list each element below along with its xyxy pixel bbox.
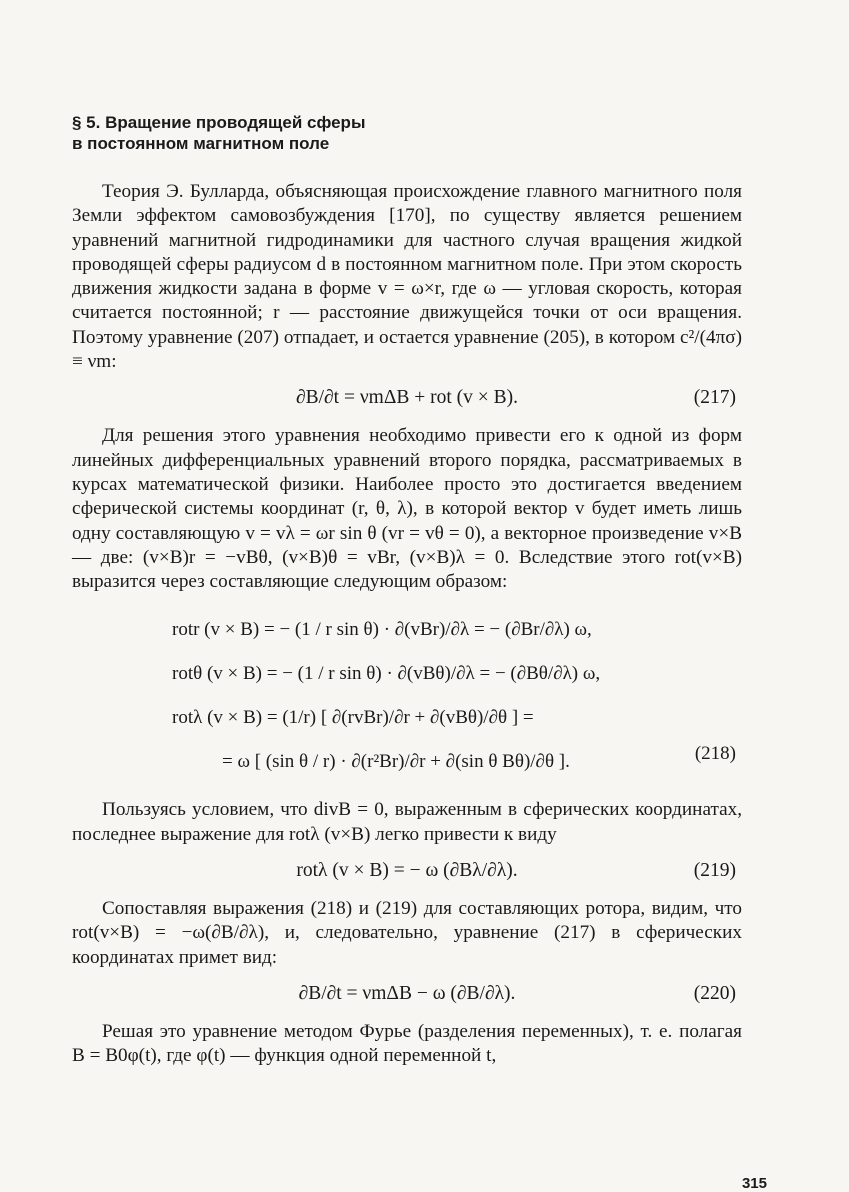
equation-217-number: (217) <box>693 387 736 409</box>
paragraph-2: Для решения этого уравнения необходимо привести его к одной из форм линейных дифференциальных уравнений второго порядка, рассматриваемых в курсах математической физики. Наиболее просто это достигается введением сферической системы координат (r, θ, λ), в которой вектор v будет иметь лишь одну составляющую v = vλ = ωr sin θ (vr = vθ = 0), а векторное произведение v×B — две: (v×B)r = −vBθ, (v×B)θ = vBr, (v×B)λ = 0. Вследствие этого rot(v×B) выразится через составляющие следующим образом: <box>72 425 742 593</box>
page-number: 315 <box>741 1175 767 1192</box>
equation-220 <box>72 982 742 1006</box>
equation-219 <box>72 859 742 883</box>
equation-219-number: (219) <box>693 860 736 882</box>
section-heading <box>72 112 742 154</box>
heading-line-2: в постоянном магнитном поле <box>72 134 330 153</box>
equation-218-line-3: rotλ (v × B) = (1/r) [ ∂(rvBr)/∂r + ∂(vBθ)/∂θ ] = <box>172 707 534 729</box>
equation-220-number: (220) <box>693 982 736 1004</box>
equation-218-line-1: rotr (v × B) = − (1 / r sin θ) · ∂(vBr)/∂λ = − (∂Br/∂λ) ω, <box>172 619 592 641</box>
paragraph-5: Решая это уравнение методом Фурье (разделения переменных), т. е. полагая B = B0φ(t), где φ(t) — функция одной переменной t, <box>72 1020 742 1067</box>
equation-218-line-2: rotθ (v × B) = − (1 / r sin θ) · ∂(vBθ)/∂λ = − (∂Bθ/∂λ) ω, <box>172 663 601 685</box>
paragraph-3: Пользуясь условием, что divB = 0, выраженным в сферических координатах, последнее выражение для rotλ (v×B) легко привести к виду <box>72 799 742 845</box>
equation-218-line-4: = ω [ (sin θ / r) · ∂(r²Br)/∂r + ∂(sin θ Bθ)/∂θ ]. <box>222 751 570 773</box>
equation-217 <box>72 386 742 410</box>
paragraph-1: Теория Э. Булларда, объясняющая происхождение главного магнитного поля Земли эффектом самовозбуждения [170], по существу является решением уравнений магнитной гидродинамики для частного случая вращения жидкой проводящей сферы радиусом d в постоянном магнитном поле. При этом скорость движения жидкости задана в форме v = ω×r, где ω — угловая скорость, которая считается постоянной; r — расстояние движущейся точки от оси вращения. Поэтому уравнение (207) отпадает, и остается уравнение (205), в котором c²/(4πσ) ≡ νm: <box>72 181 742 373</box>
paragraph-4: Сопоставляя выражения (218) и (219) для составляющих ротора, видим, что rot(v×B) = −ω(∂B/∂λ), и, следовательно, уравнение (217) в сферических координатах примет вид: <box>72 898 742 968</box>
equation-219-body: rotλ (v × B) = − ω (∂Bλ/∂λ). <box>296 860 518 882</box>
equation-220-body: ∂B/∂t = νmΔB − ω (∂B/∂λ). <box>298 982 516 1004</box>
heading-line-1: § 5. Вращение проводящей сферы <box>72 113 366 132</box>
page-content <box>72 112 742 1069</box>
equation-218-number: (218) <box>694 743 736 765</box>
equation-217-body: ∂B/∂t = νmΔB + rot (v × B). <box>295 387 519 409</box>
equation-218 <box>72 608 742 784</box>
